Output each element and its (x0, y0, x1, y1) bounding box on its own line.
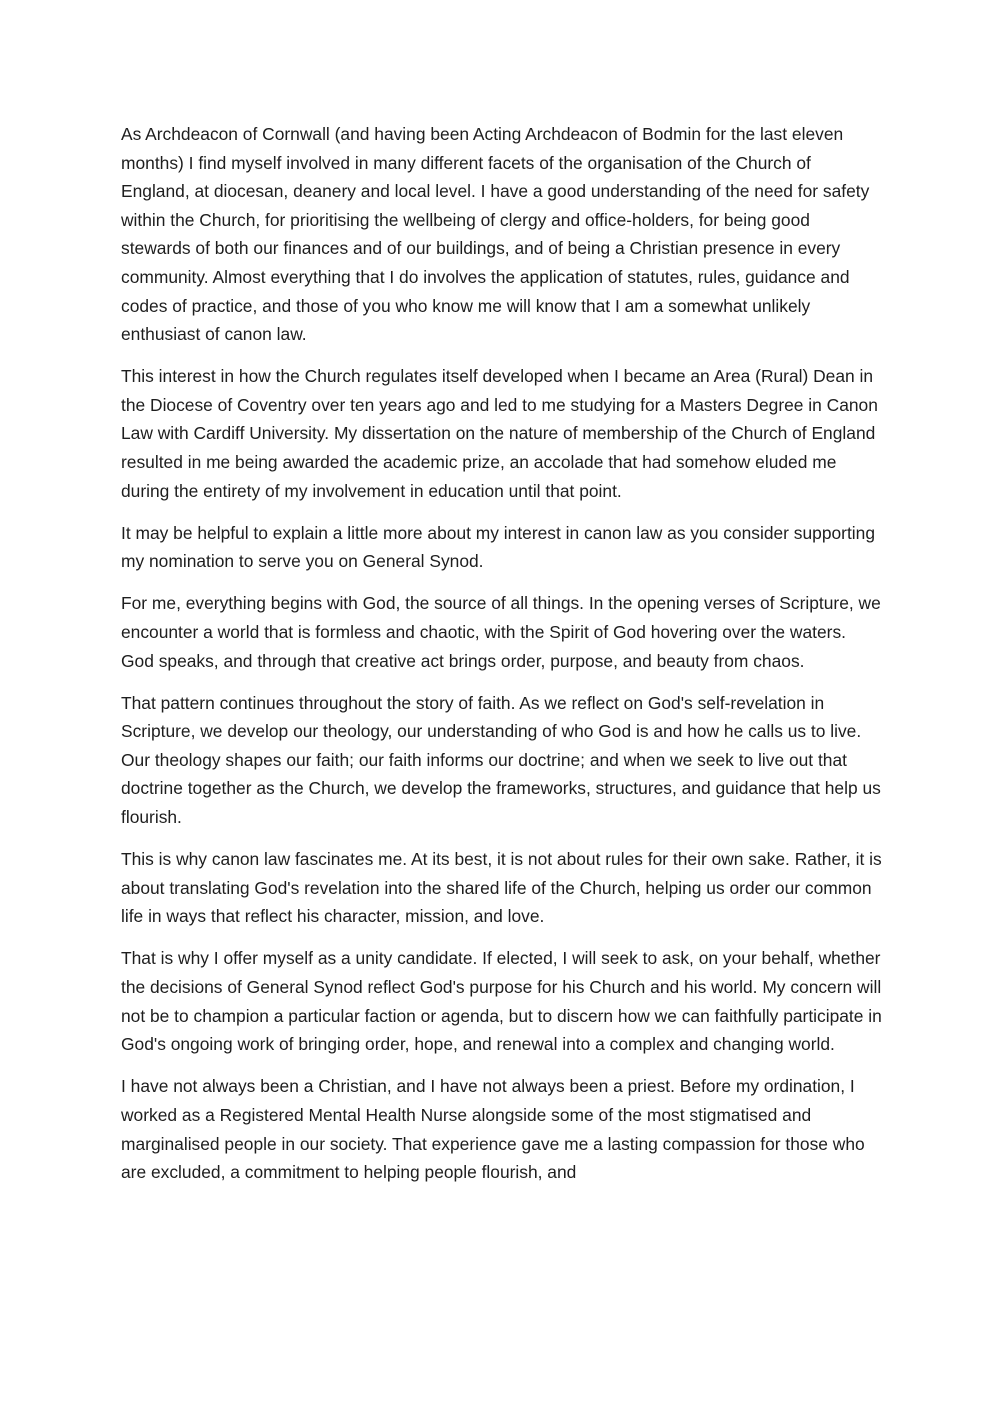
paragraph-5: That pattern continues throughout the story of faith. As we reflect on God's self-revelation in Scripture, we develop our theology, our understanding of who God is and how he calls us to live. Our theology shapes our faith; our faith informs our doctrine; and when we seek to live out that doctrine together as the Church, we develop the frameworks, structures, and guidance that help us flourish. (121, 692, 881, 828)
paragraph-8: I have not always been a Christian, and I have not always been a priest. Before my ordination, I worked as a Registered Mental Health Nurse alongside some of the most stigmatised and marginalised people in our society. That experience gave me a lasting compassion for those who are excluded, a commitment to helping people flourish, and (121, 1076, 865, 1183)
paragraph-6: This is why canon law fascinates me. At its best, it is not about rules for their own sake. Rather, it is about translating God's revelation into the shared life of the Church, helping us order our common life in ways that reflect his character, mission, and love. (121, 849, 882, 927)
document-body (121, 120, 883, 1200)
paragraph-2: This interest in how the Church regulates itself developed when I became an Area (Rural) Dean in the Diocese of Coventry over ten years ago and led to me studying for a Masters Degree in Canon Law with Cardiff University. My dissertation on the nature of membership of the Church of England resulted in me being awarded the academic prize, an accolade that had somehow eluded me during the entirety of my involvement in education until that point. (121, 366, 878, 501)
paragraph-1: As Archdeacon of Cornwall (and having been Acting Archdeacon of Bodmin for the last eleven months) I find myself involved in many different facets of the organisation of the Church of England, at diocesan, deanery and local level. I have a good understanding of the need for safety within the Church, for prioritising the wellbeing of clergy and office-holders, for being good stewards of both our finances and of our buildings, and of being a Christian presence in every community. Almost everything that I do involves the application of statutes, rules, guidance and codes of practice, and those of you who know me will know that I am a somewhat unlikely enthusiast of canon law. (121, 124, 870, 345)
paragraph-3: It may be helpful to explain a little more about my interest in canon law as you consider supporting my nomination to serve you on General Synod. (121, 522, 876, 572)
paragraph-7: That is why I offer myself as a unity candidate. If elected, I will seek to ask, on your behalf, whether the decisions of General Synod reflect God's purpose for his Church and his world. My concern will not be to champion a particular faction or agenda, but to discern how we can faithfully participate in God's ongoing work of bringing order, hope, and renewal into a complex and changing world. (121, 948, 882, 1055)
paragraph-4: For me, everything begins with God, the source of all things. In the opening verses of Scripture, we encounter a world that is formless and chaotic, with the Spirit of God hovering over the waters. God speaks, and through that creative act brings order, purpose, and beauty from chaos. (121, 593, 881, 671)
